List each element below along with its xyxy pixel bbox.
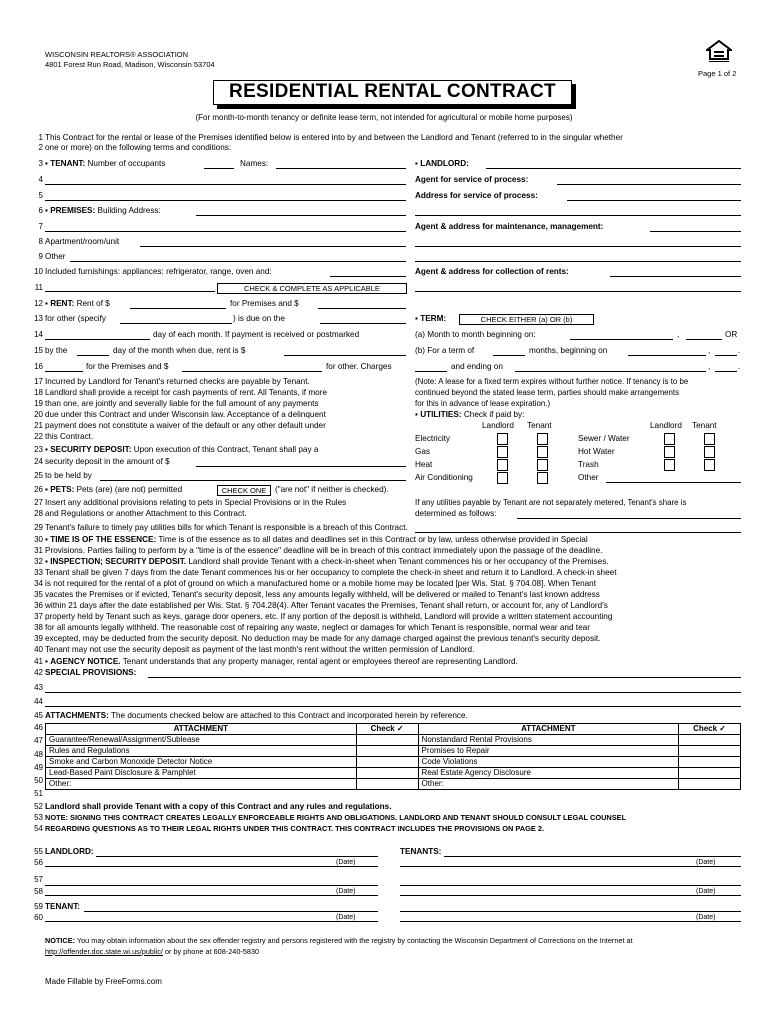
utilities-label: UTILITIES: [420, 410, 462, 419]
agent-rents-field[interactable] [610, 276, 741, 277]
sig-tenants-line-3[interactable] [400, 885, 741, 886]
agent-rents-label: Agent & address for collection of rents: [415, 267, 569, 276]
for-premises2-label: for the Premises and $ [86, 362, 169, 371]
rent-amount-field[interactable] [130, 308, 226, 309]
term-a-year-field[interactable] [686, 339, 722, 340]
other-field[interactable] [70, 261, 406, 262]
line-21: payment does not constitute a waiver of the default or any other default under [45, 421, 326, 430]
sig-tenants-line-4[interactable] [400, 895, 741, 896]
heat-tenant-checkbox[interactable] [537, 459, 548, 471]
late-rent-field[interactable] [284, 355, 406, 356]
util-air-label: Air Conditioning [415, 473, 473, 482]
attachment-left-3: Smoke and Carbon Monoxide Detector Notice [46, 757, 357, 768]
term-b-months-label: months, beginning on [529, 346, 608, 355]
line-28: and Regulations or another Attachment to this Contract. [45, 509, 247, 518]
term-a-date-field[interactable] [570, 339, 673, 340]
pets-label: PETS: [50, 485, 75, 494]
notice-phone: or by phone at 608-240-5830 [164, 947, 260, 956]
tenant-label: TENANT: [50, 159, 86, 168]
line-22: this Contract. [45, 432, 94, 441]
org-name: WISCONSIN REALTORS® ASSOCIATION [45, 50, 189, 59]
note-19: for this in advance of lease expiration.) [415, 399, 551, 408]
line-32: Landlord shall provide Tenant with a check-in-sheet when Tenant commences his or her occupancy of the Premises. [188, 557, 609, 566]
pets-text-2: ("are not" if neither is checked). [275, 485, 389, 494]
names-field[interactable] [276, 168, 406, 169]
sig-tenant-field[interactable] [84, 911, 378, 912]
sig-tenants-label: TENANTS: [400, 847, 442, 856]
line-54: REGARDING QUESTIONS AS TO THEIR LEGAL RIGHTS UNDER THIS CONTRACT. THIS CONTRACT INCLUDES THE PROVISIONS ON PAGE 2. [45, 824, 545, 833]
attachment-left-2-check[interactable] [356, 746, 418, 757]
landlord-label: LANDLORD: [420, 159, 469, 168]
line-36: within 21 days after the date established per Wis. Stat. § 704.28(4). After Tenant vacates the Premises, Tenant shall return, or account for, any of Landlord's [45, 601, 608, 610]
term-b-begin-field[interactable] [628, 355, 706, 356]
util-other-field[interactable] [606, 482, 741, 483]
table-row [46, 779, 741, 790]
util-landlord-header-right: Landlord [650, 421, 682, 430]
shares-line-26: If any utilities payable by Tenant are not separately metered, Tenant's share is [415, 498, 687, 507]
line-29: Tenant's failure to timely pay utilities bills for which Tenant is responsible is a breach of this Contract. [45, 523, 408, 532]
line-30: Time is of the essence as to all dates and deadlines set in this Contract or by law, unless otherwise provided in Special [158, 535, 588, 544]
line-31: Provisions. Parties failing to perform by a "time is of the essence" deadline will be in breach of this contract immediately upon the passage of the deadline. [45, 546, 603, 555]
term-b-label: (b) For a term of [415, 346, 475, 355]
day-each-month-label: day of each month. If payment is received or postmarked [153, 330, 360, 339]
sig-tenants-date: (Date) [696, 859, 716, 866]
ending-comma: , [708, 362, 711, 371]
furnishings-field[interactable] [330, 276, 406, 277]
util-other-label: Other [578, 473, 599, 482]
util-trash-label: Trash [578, 460, 599, 469]
util-electricity-label: Electricity [415, 434, 451, 443]
special-provisions-label: SPECIAL PROVISIONS: [45, 668, 137, 677]
term-b-begin-year-field[interactable] [715, 355, 737, 356]
term-b-comma: , [708, 346, 711, 355]
occupants-field[interactable] [204, 168, 234, 169]
line-35: vacates the Premises or if evicted, Tenant's security deposit, less any amounts legally withheld, will be delivered or mailed to Tenant's last known address [45, 590, 600, 599]
attachment-right-2-check[interactable] [679, 746, 741, 757]
agent-maint-field-3[interactable] [415, 261, 741, 262]
attachment-right-2: Promises to Repair [418, 746, 679, 757]
util-hot-water-label: Hot Water [578, 447, 615, 456]
agent-maint-field-2[interactable] [415, 246, 741, 247]
line-32-group: ▪ INSPECTION; SECURITY DEPOSIT. Landlord shall provide Tenant with a check-in-sheet when Tenant commences his or her occupancy of the Premises. [45, 557, 609, 566]
attachments-table [45, 723, 741, 790]
inspection-label: INSPECTION; SECURITY DEPOSIT. [50, 557, 187, 566]
tenant-field-line-4[interactable] [45, 184, 406, 185]
attachment-right-3: Code Violations [418, 757, 679, 768]
term-b-end-comma: . [738, 346, 741, 355]
col-check-right: Check ✓ [679, 724, 741, 735]
attachments-label: ATTACHMENTS: [45, 711, 109, 720]
due-day-field-line-14[interactable] [45, 339, 150, 340]
security-text: Upon execution of this Contract, Tenant shall pay a [133, 445, 319, 454]
sig-tenants-line-5[interactable] [400, 911, 741, 912]
line-40: Tenant may not use the security deposit as payment of the last month's rent without the written permission of Landlord. [45, 645, 475, 654]
attachment-right-1: Nonstandard Rental Provisions [418, 735, 679, 746]
essence-label: TIME IS OF THE ESSENCE: [50, 535, 157, 544]
equal-housing-icon [706, 40, 732, 64]
tenant-label-group: ▪ TENANT: Number of occupants [45, 159, 166, 168]
sig-tenant-date: (Date) [336, 914, 356, 921]
table-row [46, 768, 741, 779]
security-amount-label: security deposit in the amount of $ [45, 457, 170, 466]
org-address: 4801 Forest Run Road, Madison, Wisconsin 53704 [45, 60, 215, 69]
furnishings-field-line-11[interactable] [45, 291, 215, 292]
util-tenant-header-left: Tenant [527, 421, 552, 430]
attachment-right-5[interactable]: Other: [418, 779, 679, 790]
for-other-label: for other (specify [45, 314, 106, 323]
apartment-field[interactable] [140, 246, 406, 247]
sig-landlord-field[interactable] [96, 856, 378, 857]
special-provisions-field[interactable] [148, 677, 741, 678]
footer-text: Made Fillable by FreeForms.com [45, 977, 162, 986]
note-17: (Note: A lease for a fixed term expires without further notice. If tenancy is to be [415, 377, 689, 386]
line-52: Landlord shall provide Tenant with a copy of this Contract and any rules and regulations. [45, 802, 392, 811]
col-attachment-right: ATTACHMENT [418, 724, 679, 735]
sig-landlord-line-3[interactable] [45, 885, 378, 886]
building-address-label: Building Address: [97, 206, 161, 215]
held-by-label: to be held by [45, 471, 92, 480]
table-row [46, 735, 741, 746]
sig-landlord-label: LANDLORD: [45, 847, 94, 856]
page-number: Page 1 of 2 [698, 69, 737, 78]
attachment-left-1-check[interactable] [356, 735, 418, 746]
shares-field[interactable] [517, 518, 741, 519]
col-check-left: Check ✓ [356, 724, 418, 735]
intro-line-2: one or more) on the following terms and conditions: [45, 143, 232, 152]
notice-line-2 [45, 948, 259, 955]
agent-process-label: Agent for service of process: [415, 175, 529, 184]
notice-label: NOTICE: [45, 936, 75, 945]
sig-tenants-field[interactable] [444, 856, 741, 857]
electricity-tenant-checkbox[interactable] [537, 433, 548, 445]
agent-rents-field-2[interactable] [415, 291, 741, 292]
intro-line-1: This Contract for the rental or lease of the Premises identified below is entered into by and between the Landlord and Tenant (referred to in the singular whether [45, 133, 623, 142]
attachment-right-4: Real Estate Agency Disclosure [418, 768, 679, 779]
pets-label-group: ▪ PETS: Pets (are) (are not) permitted [45, 485, 183, 494]
day-when-due-label: day of the month when due, rent is $ [113, 346, 246, 355]
line-39: excepted, may be deducted from the security deposit. No deduction may be made for any damage charged against the previous tenant's security deposit. [45, 634, 601, 643]
term-label: TERM: [420, 314, 447, 323]
special-provisions-field-2[interactable] [45, 692, 741, 693]
line-18: Landlord shall provide a receipt for cash payments of rent. All Tenants, if more [45, 388, 328, 397]
late-day-field[interactable] [77, 355, 109, 356]
address-process-field-2[interactable] [415, 215, 741, 216]
security-label-group: ▪ SECURITY DEPOSIT: Upon execution of this Contract, Tenant shall pay a [45, 445, 319, 454]
furnishings-label: Included furnishings: appliances: refrigerator, range, oven and: [45, 267, 272, 276]
by-the-label: by the [45, 346, 68, 355]
note-18: continued beyond the stated lease term, parties should make arrangements [415, 388, 680, 397]
util-gas-label: Gas [415, 447, 431, 456]
line-33: Tenant shall be given 7 days from the date Tenant commences his or her occupancy to complete the check-in sheet and return it to Landlord. A check-in sheet [45, 568, 617, 577]
line-30-group: ▪ TIME IS OF THE ESSENCE: Time is of the essence as to all dates and deadlines set in this Contract or by law, unless otherwise provided in Special [45, 535, 588, 544]
term-or-label: OR [725, 330, 738, 339]
ending-on-label: and ending on [451, 362, 503, 371]
sig-tenants-date-3: (Date) [696, 914, 716, 921]
sig-landlord-date: (Date) [336, 859, 356, 866]
attachment-left-5[interactable]: Other: [46, 779, 357, 790]
air-tenant-checkbox[interactable] [537, 472, 548, 484]
page-title: RESIDENTIAL RENTAL CONTRACT [213, 80, 572, 105]
sig-tenant-line-2[interactable] [45, 921, 378, 922]
line-19: than one, are jointly and severally liable for the full amount of any payments [45, 399, 319, 408]
line-41: Tenant understands that any property manager, rental agent or employees thereof are representing Landlord. [122, 657, 518, 666]
line-45: The documents checked below are attached to this Contract and incorporated herein by reference. [110, 711, 468, 720]
term-label-group: ▪ TERM: [415, 314, 447, 323]
hot-water-landlord-checkbox[interactable] [664, 446, 675, 458]
table-row [46, 757, 741, 768]
sewer-landlord-checkbox[interactable] [664, 433, 675, 445]
names-label: Names: [240, 159, 269, 168]
util-tenant-header-right: Tenant [692, 421, 717, 430]
ending-year-field[interactable] [715, 371, 737, 372]
line-38: for all amounts legally withheld. The reasonable cost of repairing any waste, neglect or damages for which Tenant is responsible, normal wear and tear [45, 623, 590, 632]
line-34: is not required for the rental of a plot of ground on which a manufactured home or a mobile home may be located [per Wis. Stat. § 704.08]. When Tenant [45, 579, 596, 588]
table-header-row [46, 724, 741, 735]
air-landlord-checkbox[interactable] [497, 472, 508, 484]
check-complete-box: CHECK & COMPLETE AS APPLICABLE [217, 283, 407, 294]
building-address-field[interactable] [196, 215, 406, 216]
sig-tenants-date-2: (Date) [696, 888, 716, 895]
agent-process-field[interactable] [557, 184, 741, 185]
due-day-field[interactable] [320, 323, 406, 324]
rent-label-group: ▪ RENT: Rent of $ [45, 299, 110, 308]
occupants-label: Number of occupants [87, 159, 166, 168]
premises-field-line-7[interactable] [45, 231, 406, 232]
apartment-label: Apartment/room/unit [45, 237, 120, 246]
attachment-right-1-check[interactable] [679, 735, 741, 746]
security-label: SECURITY DEPOSIT: [50, 445, 132, 454]
line-53: NOTE: SIGNING THIS CONTRACT CREATES LEGALLY ENFORCEABLE RIGHTS AND OBLIGATIONS. LANDLORD AND TENANT SHOULD CONSULT LEGAL COUNSEL [45, 813, 627, 822]
sig-tenant-label: TENANT: [45, 902, 81, 911]
util-landlord-header-left: Landlord [482, 421, 514, 430]
hot-water-tenant-checkbox[interactable] [704, 446, 715, 458]
rent-of-label: Rent of $ [76, 299, 110, 308]
sewer-tenant-checkbox[interactable] [704, 433, 715, 445]
notice-text: You may obtain information about the sex offender registry and persons registered with the registry by contacting the Wisconsin Department of Corrections on the Internet at [76, 936, 633, 945]
attachment-left-2: Rules and Regulations [46, 746, 357, 757]
shares-field-2[interactable] [415, 532, 741, 533]
util-sewer-label: Sewer / Water [578, 434, 630, 443]
subtitle: (For month-to-month tenancy or definite lease term, not intended for agricultural or mobile home purposes) [195, 113, 573, 122]
heat-landlord-checkbox[interactable] [497, 459, 508, 471]
attachment-left-1: Guarantee/Renewal/Assignment/Sublease [46, 735, 357, 746]
other-specify-field[interactable] [120, 323, 232, 324]
term-b-begin-year-line-16[interactable] [415, 371, 447, 372]
other-label: Other [45, 252, 66, 261]
other-charges-label: for other. Charges [326, 362, 392, 371]
util-heat-label: Heat [415, 460, 433, 469]
held-by-field[interactable] [100, 480, 406, 481]
attachment-right-4-check[interactable] [679, 768, 741, 779]
late-premises-field[interactable] [45, 371, 83, 372]
line-41-group: ▪ AGENCY NOTICE. Tenant understands that any property manager, rental agent or employees thereof are representing Landlord. [45, 657, 518, 666]
address-process-label: Address for service of process: [415, 191, 538, 200]
attachment-left-4-check[interactable] [356, 768, 418, 779]
tenant-field-line-5[interactable] [45, 200, 406, 201]
special-provisions-field-3[interactable] [45, 706, 741, 707]
term-months-field[interactable] [493, 355, 525, 356]
sig-landlord-date-2: (Date) [336, 888, 356, 895]
trash-landlord-checkbox[interactable] [664, 459, 675, 471]
trash-tenant-checkbox[interactable] [704, 459, 715, 471]
landlord-field[interactable] [486, 168, 741, 169]
gas-landlord-checkbox[interactable] [497, 446, 508, 458]
line-37: property held by Tenant such as keys, garage door openers, etc. If any portion of the deposit is withheld, Landlord will provide a written statement accounting [45, 612, 613, 621]
electricity-landlord-checkbox[interactable] [497, 433, 508, 445]
notice-line-1 [45, 937, 633, 944]
premises-label-group: ▪ PREMISES: Building Address: [45, 206, 161, 215]
term-a-comma: , [677, 330, 680, 339]
sig-landlord-line-4[interactable] [45, 895, 378, 896]
gas-tenant-checkbox[interactable] [537, 446, 548, 458]
rent-other-amount-field[interactable] [318, 308, 406, 309]
for-premises-label: for Premises and $ [230, 299, 299, 308]
line-17: Incurred by Landlord for Tenant's returned checks are payable by Tenant. [45, 377, 310, 386]
security-amount-field[interactable] [196, 466, 406, 467]
attachment-right-5-check[interactable] [679, 779, 741, 790]
sig-tenants-line-2[interactable] [400, 866, 741, 867]
attachment-left-3-check[interactable] [356, 757, 418, 768]
sig-tenants-line-6[interactable] [400, 921, 741, 922]
table-row [46, 746, 741, 757]
ending-on-field[interactable] [515, 371, 706, 372]
utilities-label-group: ▪ UTILITIES: Check if paid by: [415, 410, 525, 419]
attachment-right-3-check[interactable] [679, 757, 741, 768]
attachment-left-5-check[interactable] [356, 779, 418, 790]
col-attachment-left: ATTACHMENT [46, 724, 357, 735]
line-20: due under this Contract and under Wisconsin law. Acceptance of a delinquent [45, 410, 326, 419]
attachments-group [45, 712, 468, 720]
line-27: Insert any additional provisions relating to pets in Special Provisions or in the Rules [45, 498, 347, 507]
premises-label: PREMISES: [50, 206, 96, 215]
check-either-box: CHECK EITHER (a) OR (b) [459, 314, 594, 325]
term-a-label: (a) Month to month beginning on: [415, 330, 536, 339]
landlord-label-group: ▪ LANDLORD: [415, 159, 469, 168]
shares-line-27: determined as follows: [415, 509, 497, 518]
rent-label: RENT: [50, 299, 75, 308]
address-process-field[interactable] [567, 200, 741, 201]
check-one-box: CHECK ONE [217, 485, 271, 496]
attachment-left-4: Lead-Based Paint Disclosure & Pamphlet [46, 768, 357, 779]
notice-link[interactable]: http://offender.doc.state.wi.us/public/ [45, 947, 163, 956]
ending-period: . [738, 362, 741, 371]
check-if-paid-label: Check if paid by: [463, 410, 525, 419]
is-due-label: ) is due on the [233, 314, 285, 323]
late-other-field[interactable] [182, 371, 322, 372]
sig-landlord-line-2[interactable] [45, 866, 378, 867]
pets-text: Pets (are) (are not) permitted [76, 485, 183, 494]
agent-maint-label: Agent & address for maintenance, management: [415, 222, 604, 231]
agent-maint-field[interactable] [650, 231, 741, 232]
agency-label: AGENCY NOTICE. [50, 657, 121, 666]
